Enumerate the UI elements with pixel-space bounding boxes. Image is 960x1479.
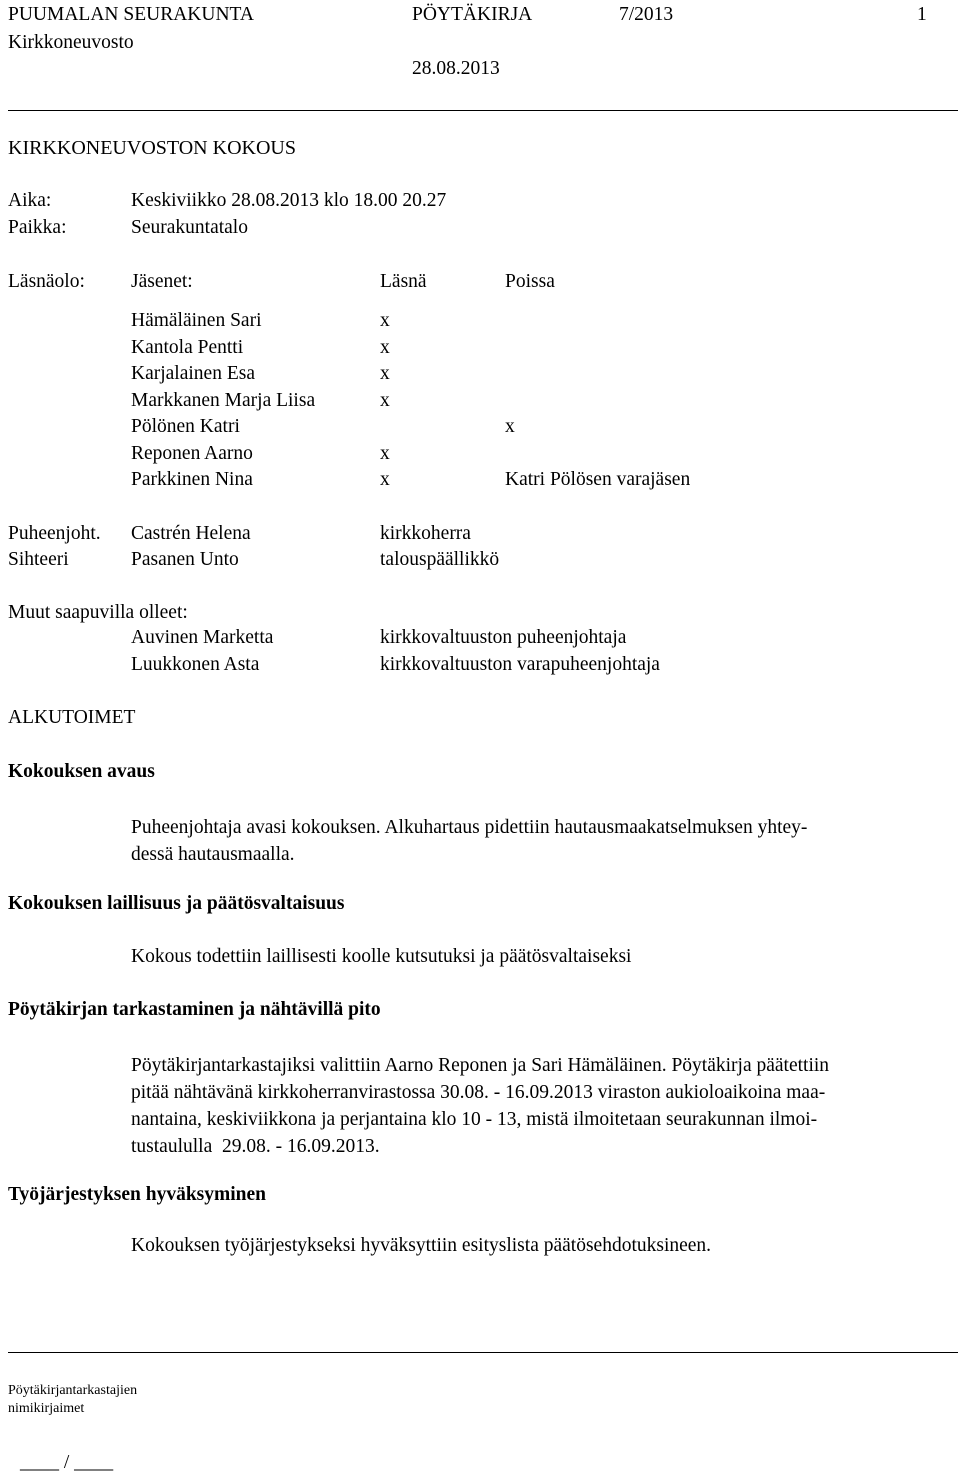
section-heading-laillisuus: Kokouksen laillisuus ja päätösvaltaisuus: [8, 893, 345, 914]
time-label: Aika:: [8, 190, 52, 211]
member-name: Pölönen Katri: [131, 416, 240, 437]
other-title: kirkkovaltuuston varapuheenjohtaja: [380, 654, 660, 675]
initials-field: ____ / ____: [20, 1452, 114, 1473]
member-name: Kantola Pentti: [131, 337, 244, 358]
footer-line-1: Pöytäkirjantarkastajien: [8, 1383, 138, 1398]
member-name: Reponen Aarno: [131, 443, 253, 464]
section-heading-alkutoimet: ALKUTOIMET: [8, 707, 136, 728]
member-name: Hämäläinen Sari: [131, 310, 262, 331]
others-label: Muut saapuvilla olleet:: [8, 602, 188, 623]
present-mark: x: [380, 390, 390, 411]
section-heading-avaus: Kokouksen avaus: [8, 761, 155, 782]
place-value: Seurakuntatalo: [131, 217, 248, 238]
header-rule: [8, 110, 958, 111]
time-value: Keskiviikko 28.08.2013 klo 18.00 20.27: [131, 190, 447, 211]
section-text-tarkastus: Pöytäkirjantarkastajiksi valittiin Aarno Reponen ja Sari Hämäläinen. Pöytäkirja päätettiin pitää nähtävänä kirkkoherranvirastossa 30.08. - 16.09.2013 viraston aukioloaikoina maa- nantaina, keskiviikkona ja perjantaina klo 10 - 13, mistä ilmoitetaan seurakunnan ilmoi- tustaululla 29.08. - 16.09.2013.: [131, 1055, 830, 1157]
secretary-label: Sihteeri: [8, 549, 69, 570]
chair-label: Puheenjoht.: [8, 523, 101, 544]
chair-title: kirkkoherra: [380, 523, 471, 544]
other-name: Luukkonen Asta: [131, 654, 260, 675]
place-label: Paikka:: [8, 217, 67, 238]
member-name: Karjalainen Esa: [131, 363, 255, 384]
other-title: kirkkovaltuuston puheenjohtaja: [380, 627, 627, 648]
absent-mark: Katri Pölösen varajäsen: [505, 469, 691, 490]
present-column-header: Läsnä: [380, 271, 427, 292]
present-mark: x: [380, 469, 390, 490]
present-mark: x: [380, 337, 390, 358]
secretary-title: talouspäällikkö: [380, 549, 500, 570]
header-org: PUUMALAN SEURAKUNTA: [8, 4, 254, 25]
present-mark: x: [380, 310, 390, 331]
present-mark: x: [380, 443, 390, 464]
header-date: 28.08.2013: [412, 58, 500, 79]
section-text-avaus: Puheenjohtaja avasi kokouksen. Alkuhartaus pidettiin hautausmaakatselmuksen yhtey- dessä hautausmaalla.: [131, 817, 808, 865]
section-text-tyojarjestys: Kokouksen työjärjestykseksi hyväksyttiin esityslista päätösehdotuksineen.: [131, 1235, 712, 1256]
member-name: Parkkinen Nina: [131, 469, 253, 490]
absent-column-header: Poissa: [505, 271, 555, 292]
attendance-label: Läsnäolo:: [8, 271, 85, 292]
secretary-name: Pasanen Unto: [131, 549, 239, 570]
header-doc-type: PÖYTÄKIRJA: [412, 4, 533, 25]
other-name: Auvinen Marketta: [131, 627, 274, 648]
footer-rule: [8, 1352, 958, 1353]
page-title: KIRKKONEUVOSTON KOKOUS: [8, 137, 296, 159]
header-body: Kirkkoneuvosto: [8, 32, 134, 53]
section-text-laillisuus: Kokous todettiin laillisesti koolle kutsutuksi ja päätösvaltaiseksi: [131, 946, 632, 967]
header-page-number: 1: [917, 4, 927, 25]
absent-mark: x: [505, 416, 515, 437]
header-doc-number: 7/2013: [619, 4, 674, 25]
section-heading-tyojarjestys: Työjärjestyksen hyväksyminen: [8, 1184, 267, 1205]
member-name: Markkanen Marja Liisa: [131, 390, 316, 411]
present-mark: x: [380, 363, 390, 384]
members-column-header: Jäsenet:: [131, 271, 193, 292]
footer-line-2: nimikirjaimet: [8, 1401, 85, 1416]
section-heading-tarkastus: Pöytäkirjan tarkastaminen ja nähtävillä pito: [8, 999, 381, 1020]
chair-name: Castrén Helena: [131, 523, 251, 544]
